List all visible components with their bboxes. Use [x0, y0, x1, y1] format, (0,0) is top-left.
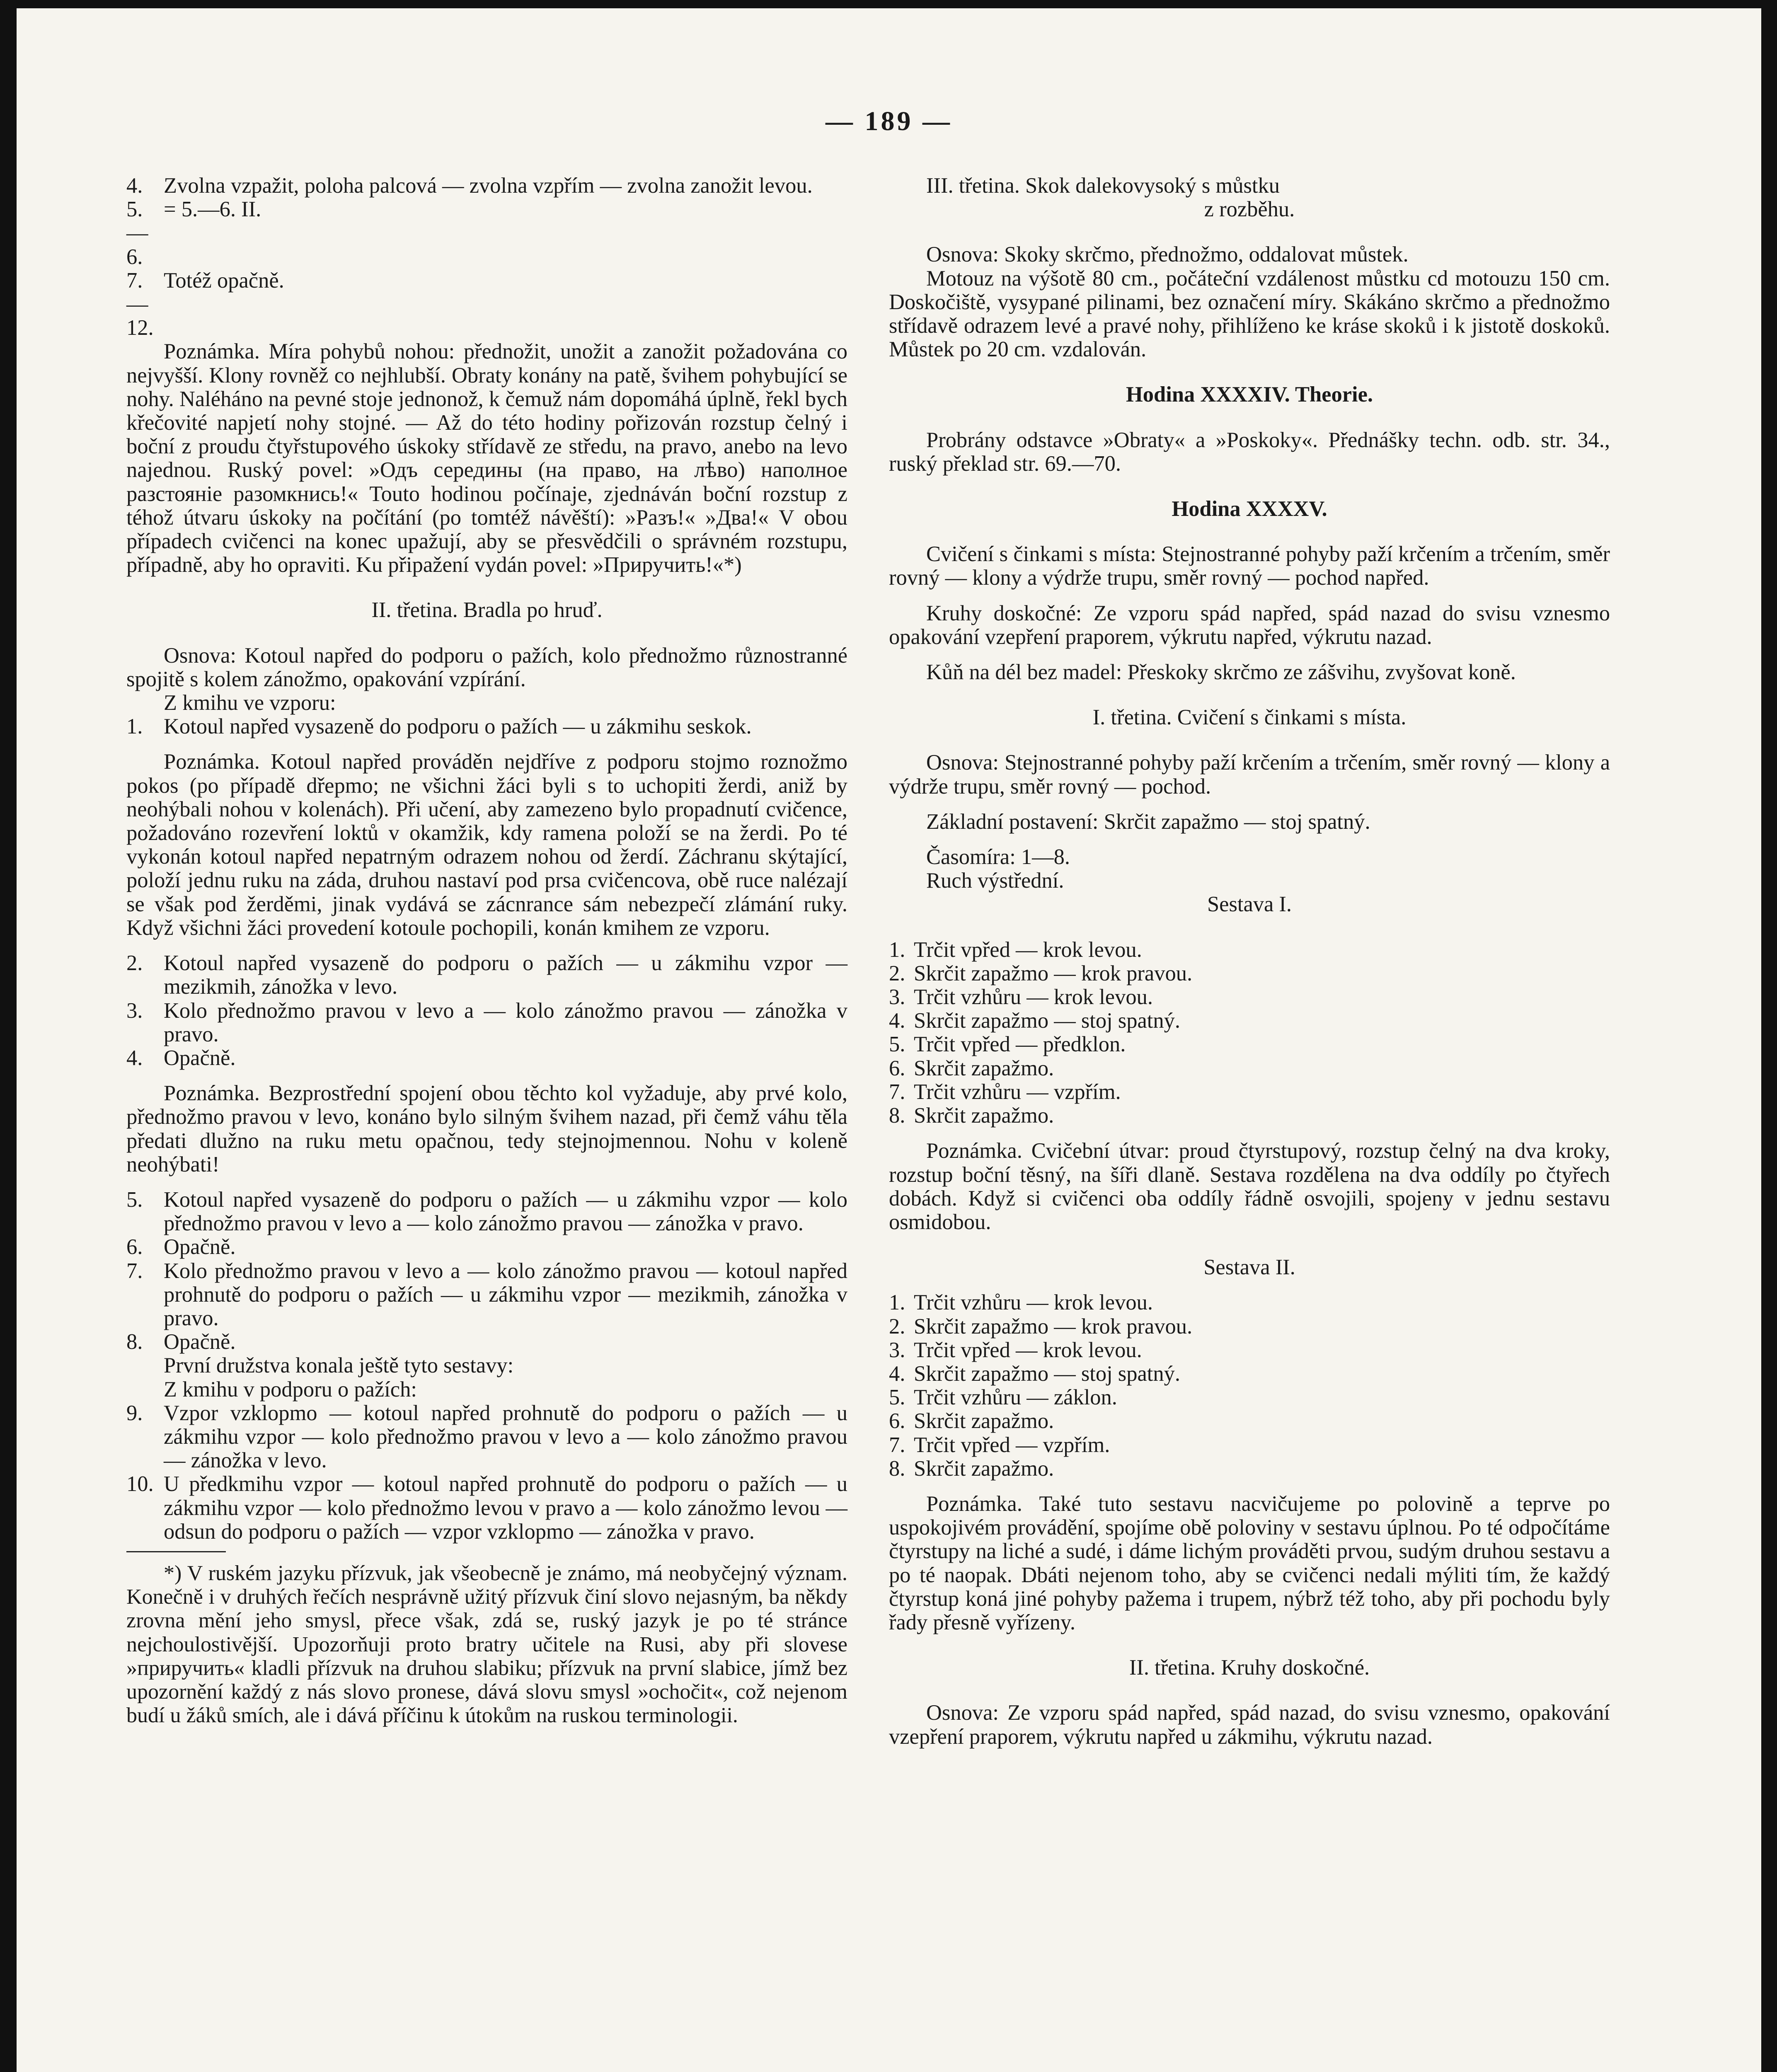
list-item: [126, 1330, 847, 1354]
list-item: [889, 1433, 1610, 1457]
item-text: Skrčit zapažmo — stoj spatný.: [914, 1361, 1180, 1386]
page-number: — 189 —: [826, 106, 952, 136]
item-text: Trčit vzhůru — záklon.: [914, 1385, 1117, 1410]
list-item: [889, 985, 1610, 1009]
item-text: Opačně.: [164, 1235, 236, 1259]
list-item: [126, 269, 847, 340]
list-item: [126, 1472, 847, 1544]
section-heading: III. třetina. Skok dalekovysoký s můstku: [926, 174, 1280, 198]
section-heading: I. třetina. Cvičení s činkami s místa.: [1092, 705, 1407, 730]
list-item: [889, 1057, 1610, 1080]
item-text: Kotoul napřed vysazeně do podporu o pažích — u zákmihu vzpor — kolo přednožmo pravou v levo a — kolo zánožmo pravou — zánožka v pravo.: [164, 1187, 847, 1236]
item-number: 6.: [126, 1235, 143, 1259]
item-text: Trčit vzhůru — vzpřím.: [914, 1080, 1121, 1104]
list-item: [126, 1046, 847, 1070]
text-paragraph: Kůň na dél bez madel: Přeskoky skrčmo ze zášvihu, zvyšovat koně.: [926, 660, 1516, 685]
item-text: Skrčit zapažmo — krok pravou.: [914, 1314, 1193, 1339]
item-number: 4.: [889, 1009, 905, 1033]
list-item: [126, 1259, 847, 1331]
list-item: [126, 198, 847, 269]
item-text: Trčit vpřed — krok levou.: [914, 937, 1142, 962]
item-number: 6.: [889, 1056, 905, 1080]
text-paragraph: Základní postavení: Skrčit zapažmo — stoj spatný.: [926, 809, 1370, 834]
item-number: 10.: [126, 1472, 154, 1496]
item-number: 4.: [126, 174, 143, 198]
item-text: Vzpor vzklopmo — kotoul napřed prohnutě do podporu o pažích — u zákmihu vzpor — kolo přednožmo pravou v levo a — kolo zánožmo pravou — zánožka v levo.: [164, 1401, 847, 1473]
sestava-title: Sestava II.: [1203, 1255, 1295, 1280]
item-number: 3.: [126, 998, 143, 1023]
item-text: Skrčit zapažmo.: [914, 1456, 1054, 1481]
sestava-list: [889, 1291, 1610, 1481]
list-item: [126, 999, 847, 1046]
item-number: 6.: [889, 1409, 905, 1433]
exercise-list: [126, 951, 847, 1070]
list-item: [126, 1188, 847, 1235]
list-item: [889, 1080, 1610, 1104]
list-item: [889, 1386, 1610, 1409]
text-line: První družstva konala ještě tyto sestavy:: [164, 1353, 514, 1378]
item-number: 8.: [889, 1456, 905, 1481]
subheading: Z kmihu ve vzporu:: [164, 691, 336, 715]
item-number: 4.: [889, 1361, 905, 1386]
footnote: *) V ruském jazyku přízvuk, jak všeobecně je známo, má neobyčejný význam. Konečně i v druhých řečích nesprávně užitý přízvuk činí slovo nejasným, ba někdy zrovna mění jeho smysl, přece však, zdá se, ruský jazyk je po té stránce nejchoulostivější. Upozorňuji proto bratry učitele na Rusi, aby při slovese »приручить« kladli přízvuk na druhou slabiku; přízvuk na první slabice, jímž bez upozornění každý z nás slovo pronese, dává slovu smysl »ochočit«, což nejenom budí u žáků smích, ale i dává příčinu k útokům na ruskou terminologii.: [126, 1561, 847, 1728]
list-item: [889, 1409, 1610, 1433]
item-text: Trčit vpřed — krok levou.: [914, 1338, 1142, 1362]
item-number: 5.—6.: [126, 197, 148, 269]
lesson-heading: Hodina XXXXV.: [1172, 497, 1327, 521]
note-paragraph: Poznámka. Kotoul napřed prováděn nejdříve z podporu stojmo roznožmo pokos (po případě dřepmo; ne všichni žáci byli s to uchopiti žerdi, aniž by neohýbali nohou v kolenách). Při učení, aby zamezeno bylo propadnutí cvičence, požadováno rozevření loktů v okamžik, kdy ramena položí se na žerdi. Po té vykonán kotoul napřed nepatrným odrazem nohou od žerdí. Záchranu skýtající, položí jednu ruku na záda, druhou nastaví pod prsa cvičencova, obě ruce nalézají se však pod žerděmi, jinak vydává se zácnrance sám nebezpečí zlámání ruky. Když všichni žáci provedení kotoule pochopili, konán kmihem ze vzporu.: [126, 750, 847, 940]
top-list: [126, 174, 847, 340]
exercise-list: [126, 1188, 847, 1354]
list-item: [889, 1033, 1610, 1056]
section-heading-cont: z rozběhu.: [1204, 197, 1295, 222]
list-item: [889, 1457, 1610, 1481]
item-number: 7.—12.: [126, 268, 154, 340]
item-text: Trčit vpřed — vzpřím.: [914, 1433, 1110, 1457]
item-text: U předkmihu vzpor — kotoul napřed prohnutě do podporu o pažích — u zákmihu vzpor — kolo přednožmo levou v pravo a — kolo zánožmo levou — odsun do podporu o pažích — vzpor vzklopmo — zánožka v pravo.: [164, 1472, 847, 1544]
item-text: Kolo přednožmo pravou v levo a — kolo zánožmo pravou — zánožka v pravo.: [164, 998, 847, 1046]
outline-paragraph: Osnova: Kotoul napřed do podporu o pažích, kolo přednožmo různostranné spojitě s kolem zánožmo, opakování vzpírání.: [126, 643, 847, 691]
item-number: 5.: [126, 1187, 143, 1212]
list-item: [889, 1009, 1610, 1033]
note-paragraph: Poznámka. Bezprostřední spojení obou těchto kol vyžaduje, aby prvé kolo, přednožmo pravou v levo, konáno bylo silným švihem nazad, při čemž váhu těla předati dlužno na ruku metu opačnou, tedy stejnojmennou. Nohu v koleně neohýbati!: [126, 1081, 847, 1176]
outline-paragraph: Osnova: Stejnostranné pohyby paží krčením a trčením, směr rovný — klony a výdrže trupu, směr rovný — pochod.: [889, 750, 1610, 799]
item-number: 1.: [126, 714, 143, 739]
book-page: [17, 8, 1761, 2072]
subheading: Z kmihu v podporu o pažích:: [164, 1377, 417, 1402]
sestava-title: Sestava I.: [1207, 892, 1292, 917]
text-line: Časomíra: 1—8.: [926, 845, 1070, 869]
item-text: Skrčit zapažmo — krok pravou.: [914, 961, 1193, 985]
text-paragraph: Cvičení s činkami s místa: Stejnostranné pohyby paží krčením a trčením, směr rovný — klony a výdrže trupu, směr rovný — pochod napřed.: [889, 542, 1610, 590]
outline-paragraph: Osnova: Ze vzporu spád napřed, spád nazad, do svisu vznesmo, opakování vzepření praporem, výkrutu napřed u zákmihu, výkrutu nazad.: [889, 1701, 1610, 1749]
item-number: 4.: [126, 1046, 143, 1070]
item-text: Trčit vpřed — předklon.: [914, 1032, 1126, 1057]
item-text: Skrčit zapažmo.: [914, 1104, 1054, 1128]
section-heading: II. třetina. Bradla po hruď.: [371, 598, 603, 622]
item-text: Trčit vzhůru — krok levou.: [914, 1290, 1153, 1315]
item-number: 7.: [889, 1080, 905, 1104]
footnote-rule: [126, 1551, 226, 1552]
sestava-list: [889, 938, 1610, 1128]
list-item: [889, 1291, 1610, 1314]
item-number: 3.: [889, 985, 905, 1009]
list-item: [126, 1402, 847, 1473]
list-item: [889, 1339, 1610, 1362]
item-text: Trčit vzhůru — krok levou.: [914, 985, 1153, 1009]
item-text: = 5.—6. II.: [164, 197, 261, 222]
item-text: Opačně.: [164, 1046, 236, 1070]
list-item: [126, 174, 847, 198]
note-paragraph: Poznámka. Také tuto sestavu nacvičujeme po polovině a teprve po uspokojivém provádění, spojíme obě poloviny v sestavu úplnou. Po té odpočítáme čtyrstupy na liché a sudé, i dáme lichým prováděti prvou, sudým druhou sestavu a po té naopak. Dbáti nejenom toho, aby se cvičenci nedali mýliti tím, že každý čtyrstup koná jiné pohyby pažema i trupem, nýbrž též toho, aby při pochodu byly řady přesně vyřízeny.: [889, 1491, 1610, 1634]
item-number: 1.: [889, 937, 905, 962]
list-item: [889, 1362, 1610, 1386]
text-paragraph: Kruhy doskočné: Ze vzporu spád napřed, spád nazad do svisu vznesmo opakování vzepření praporem, výkrutu napřed, výkrutu nazad.: [889, 601, 1610, 649]
left-column: [126, 174, 847, 1727]
item-text: Skrčit zapažmo.: [914, 1056, 1054, 1080]
item-number: 1.: [889, 1290, 905, 1315]
item-number: 2.: [126, 951, 143, 975]
list-item: [126, 951, 847, 999]
outline-paragraph: Osnova: Skoky skrčmo, přednožmo, oddalovat můstek.: [926, 242, 1409, 267]
list-item: [889, 962, 1610, 985]
item-number: 2.: [889, 961, 905, 985]
item-number: 8.: [126, 1330, 143, 1354]
list-item: [126, 715, 847, 738]
list-item: [889, 1315, 1610, 1339]
item-text: Kotoul napřed vysazeně do podporu o pažích — u zákmihu seskok.: [164, 714, 752, 739]
item-text: Skrčit zapažmo — stoj spatný.: [914, 1009, 1180, 1033]
item-number: 5.: [889, 1032, 905, 1057]
item-text: Totéž opačně.: [164, 268, 284, 293]
right-column: [889, 174, 1610, 1749]
list-item: [126, 1235, 847, 1259]
item-text: Skrčit zapažmo.: [914, 1409, 1054, 1433]
list-item: [889, 1104, 1610, 1128]
section-heading: II. třetina. Kruhy doskočné.: [1129, 1656, 1370, 1680]
item-number: 9.: [126, 1401, 143, 1425]
exercise-list: [126, 1402, 847, 1544]
note-paragraph: Poznámka. Cvičební útvar: proud čtyrstupový, rozstup čelný na dva kroky, rozstup boční těsný, na šíři dlaně. Sestava rozdělena na dva oddíly po čtyřech dobách. Když si cvičenci oba oddíly řádně osvojili, spojeny v jednu sestavu osmidobou.: [889, 1139, 1610, 1234]
text-line: Ruch výstřední.: [926, 869, 1064, 893]
item-number: 3.: [889, 1338, 905, 1362]
item-number: 7.: [126, 1259, 143, 1283]
note-paragraph: Poznámka. Míra pohybů nohou: přednožit, unožit a zanožit požadována co nejvyšší. Klony rovněž co nejhlubší. Obraty konány na patě, švihem pohybující se nohy. Naléháno na pevné stoje jednonož, k čemuž nám dopomáhá úplně, řekl bych křečovité napjetí nohy stojné. — Až do této hodiny pořizován rozstup čelný i boční z proudu čtyřstupového úskoky střídavě ze středu, na pravo, anebo na levo najednou. Ruský povel: »Одъ середины (на право, на лѣво) наполное разстояніе разомкнись!« Touto hodinou počínaje, zjednáván boční rozstup z téhož útvaru úskoky na počítání (po tomtéž návěští): »Разъ!« »Два!« V obou případech cvičenci na konec upažují, aby se přesvědčili o správném rozstupu, případně, aby ho opraviti. Ku připažení vydán povel: »Приручить!«*): [126, 339, 847, 577]
item-number: 5.: [889, 1385, 905, 1410]
item-number: 8.: [889, 1104, 905, 1128]
item-text: Zvolna vzpažit, poloha palcová — zvolna vzpřím — zvolna zanožit levou.: [164, 174, 813, 198]
item-text: Kotoul napřed vysazeně do podporu o pažích — u zákmihu vzpor — mezikmih, zánožka v levo.: [164, 951, 847, 999]
lesson-heading: Hodina XXXXIV. Theorie.: [1126, 382, 1373, 407]
item-number: 2.: [889, 1314, 905, 1339]
text-paragraph: Probrány odstavce »Obraty« a »Poskoky«. Přednášky techn. odb. str. 34., ruský překlad str. 69.—70.: [889, 428, 1610, 476]
item-number: 7.: [889, 1433, 905, 1457]
item-text: Opačně.: [164, 1330, 236, 1354]
list-item: [889, 938, 1610, 962]
item-text: Kolo přednožmo pravou v levo a — kolo zánožmo pravou — kotoul napřed prohnutě do podporu o pažích — u zákmihu vzpor — mezikmih, zánožka v pravo.: [164, 1259, 847, 1330]
text-paragraph: Motouz na výšotě 80 cm., počáteční vzdálenost můstku cd motouzu 150 cm. Doskočiště, vysypané pilinami, bez označení míry. Skákáno skrčmo a přednožmo střídavě odrazem levé a pravé nohy, přihlíženo ke kráse skoků i k jistotě doskoků. Můstek po 20 cm. vzdalován.: [889, 266, 1610, 362]
